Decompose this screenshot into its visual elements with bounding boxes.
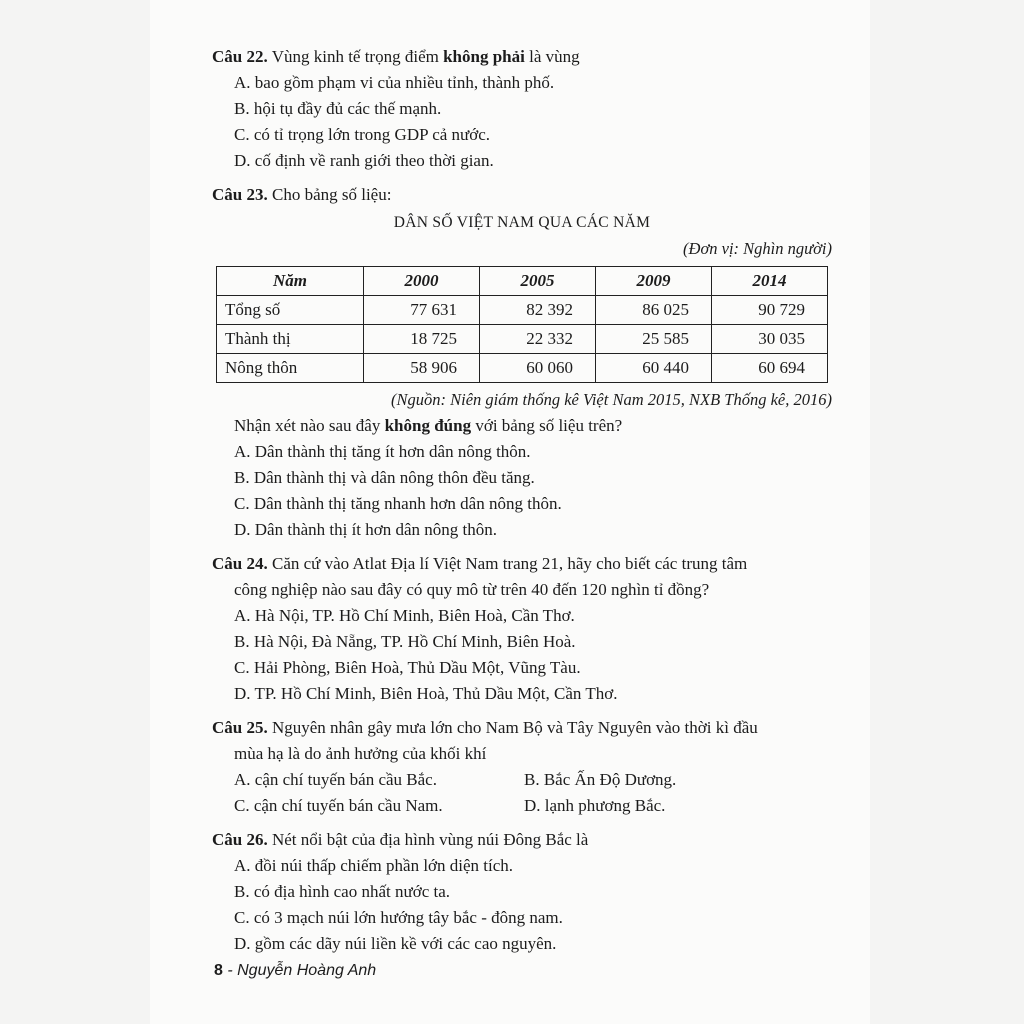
question-24-stem: Câu 24. Căn cứ vào Atlat Địa lí Việt Nam trang 21, hãy cho biết các trung tâm bbox=[212, 554, 748, 573]
question-23-option-a: A. Dân thành thị tăng ít hơn dân nông thôn. bbox=[234, 442, 531, 461]
question-25-option-a: A. cận chí tuyến bán cầu Bắc. bbox=[234, 770, 437, 789]
table-cell: 82 392 bbox=[480, 296, 596, 325]
table-cell: 60 440 bbox=[596, 354, 712, 383]
question-25-option-c: C. cận chí tuyến bán cầu Nam. bbox=[234, 796, 443, 815]
question-26-option-c: C. có 3 mạch núi lớn hướng tây bắc - đông nam. bbox=[234, 908, 563, 927]
table-row bbox=[217, 325, 828, 354]
question-25-option-b: B. Bắc Ấn Độ Dương. bbox=[524, 770, 677, 789]
table-cell: 60 060 bbox=[480, 354, 596, 383]
table-header-cell: 2014 bbox=[712, 267, 828, 296]
question-23-option-c: C. Dân thành thị tăng nhanh hơn dân nông thôn. bbox=[234, 494, 562, 513]
question-23-stem: Câu 23. Cho bảng số liệu: bbox=[212, 185, 392, 204]
table-header-row bbox=[217, 267, 828, 296]
question-22-stem: Câu 22. Vùng kinh tế trọng điểm không phải là vùng bbox=[212, 47, 580, 66]
question-24-stem-line2: công nghiệp nào sau đây có quy mô từ trên 40 đến 120 nghìn tỉ đồng? bbox=[234, 580, 710, 599]
table-unit: (Đơn vị: Nghìn người) bbox=[683, 239, 832, 258]
question-22-option-c: C. có tỉ trọng lớn trong GDP cả nước. bbox=[234, 125, 491, 144]
table-cell: 25 585 bbox=[596, 325, 712, 354]
table-cell: 30 035 bbox=[712, 325, 828, 354]
question-24-option-c: C. Hải Phòng, Biên Hoà, Thủ Dầu Một, Vũng Tàu. bbox=[234, 658, 581, 677]
question-22-option-a: A. bao gồm phạm vi của nhiều tỉnh, thành phố. bbox=[234, 73, 555, 92]
question-23-ask: Nhận xét nào sau đây không đúng với bảng số liệu trên? bbox=[234, 416, 623, 435]
document-content bbox=[212, 44, 832, 957]
question-26-stem: Câu 26. Nét nổi bật của địa hình vùng núi Đông Bắc là bbox=[212, 830, 589, 849]
table-cell: 60 694 bbox=[712, 354, 828, 383]
question-23-option-b: B. Dân thành thị và dân nông thôn đều tăng. bbox=[234, 468, 535, 487]
question-25-options-row-1 bbox=[234, 767, 832, 793]
question-25 bbox=[212, 715, 832, 819]
question-22-option-d: D. cố định về ranh giới theo thời gian. bbox=[234, 151, 494, 170]
table-header-cell: Năm bbox=[217, 267, 364, 296]
table-cell: 58 906 bbox=[364, 354, 480, 383]
table-row bbox=[217, 296, 828, 325]
question-23 bbox=[212, 182, 832, 543]
table-cell: 90 729 bbox=[712, 296, 828, 325]
question-25-option-d: D. lạnh phương Bắc. bbox=[524, 796, 666, 815]
table-row-label: Tổng số bbox=[217, 296, 364, 325]
page-footer: 8 - Nguyễn Hoàng Anh bbox=[214, 962, 377, 979]
question-22 bbox=[212, 44, 832, 174]
question-24-option-d: D. TP. Hồ Chí Minh, Biên Hoà, Thủ Dầu Một, Cần Thơ. bbox=[234, 684, 618, 703]
question-24-option-a: A. Hà Nội, TP. Hồ Chí Minh, Biên Hoà, Cần Thơ. bbox=[234, 606, 575, 625]
question-22-option-b: B. hội tụ đầy đủ các thế mạnh. bbox=[234, 99, 442, 118]
table-cell: 77 631 bbox=[364, 296, 480, 325]
question-25-stem-line2: mùa hạ là do ảnh hưởng của khối khí bbox=[234, 744, 487, 763]
table-header-cell: 2005 bbox=[480, 267, 596, 296]
table-cell: 18 725 bbox=[364, 325, 480, 354]
table-header-cell: 2000 bbox=[364, 267, 480, 296]
table-row-label: Thành thị bbox=[217, 325, 364, 354]
table-title: DÂN SỐ VIỆT NAM QUA CÁC NĂM bbox=[393, 214, 651, 231]
table-row-label: Nông thôn bbox=[217, 354, 364, 383]
question-26-option-b: B. có địa hình cao nhất nước ta. bbox=[234, 882, 451, 901]
question-26-option-d: D. gồm các dãy núi liền kề với các cao nguyên. bbox=[234, 934, 557, 953]
question-26-option-a: A. đồi núi thấp chiếm phần lớn diện tích. bbox=[234, 856, 514, 875]
table-cell: 86 025 bbox=[596, 296, 712, 325]
table-header-cell: 2009 bbox=[596, 267, 712, 296]
question-26 bbox=[212, 827, 832, 957]
population-table bbox=[216, 266, 828, 383]
question-24 bbox=[212, 551, 832, 707]
table-cell: 22 332 bbox=[480, 325, 596, 354]
table-row bbox=[217, 354, 828, 383]
table-source: (Nguồn: Niên giám thống kê Việt Nam 2015, NXB Thống kê, 2016) bbox=[390, 390, 832, 409]
question-23-option-d: D. Dân thành thị ít hơn dân nông thôn. bbox=[234, 520, 498, 539]
question-25-stem: Câu 25. Nguyên nhân gây mưa lớn cho Nam Bộ và Tây Nguyên vào thời kì đầu bbox=[212, 718, 758, 737]
question-25-options-row-2 bbox=[234, 793, 832, 819]
question-24-option-b: B. Hà Nội, Đà Nẵng, TP. Hồ Chí Minh, Biên Hoà. bbox=[234, 632, 576, 651]
